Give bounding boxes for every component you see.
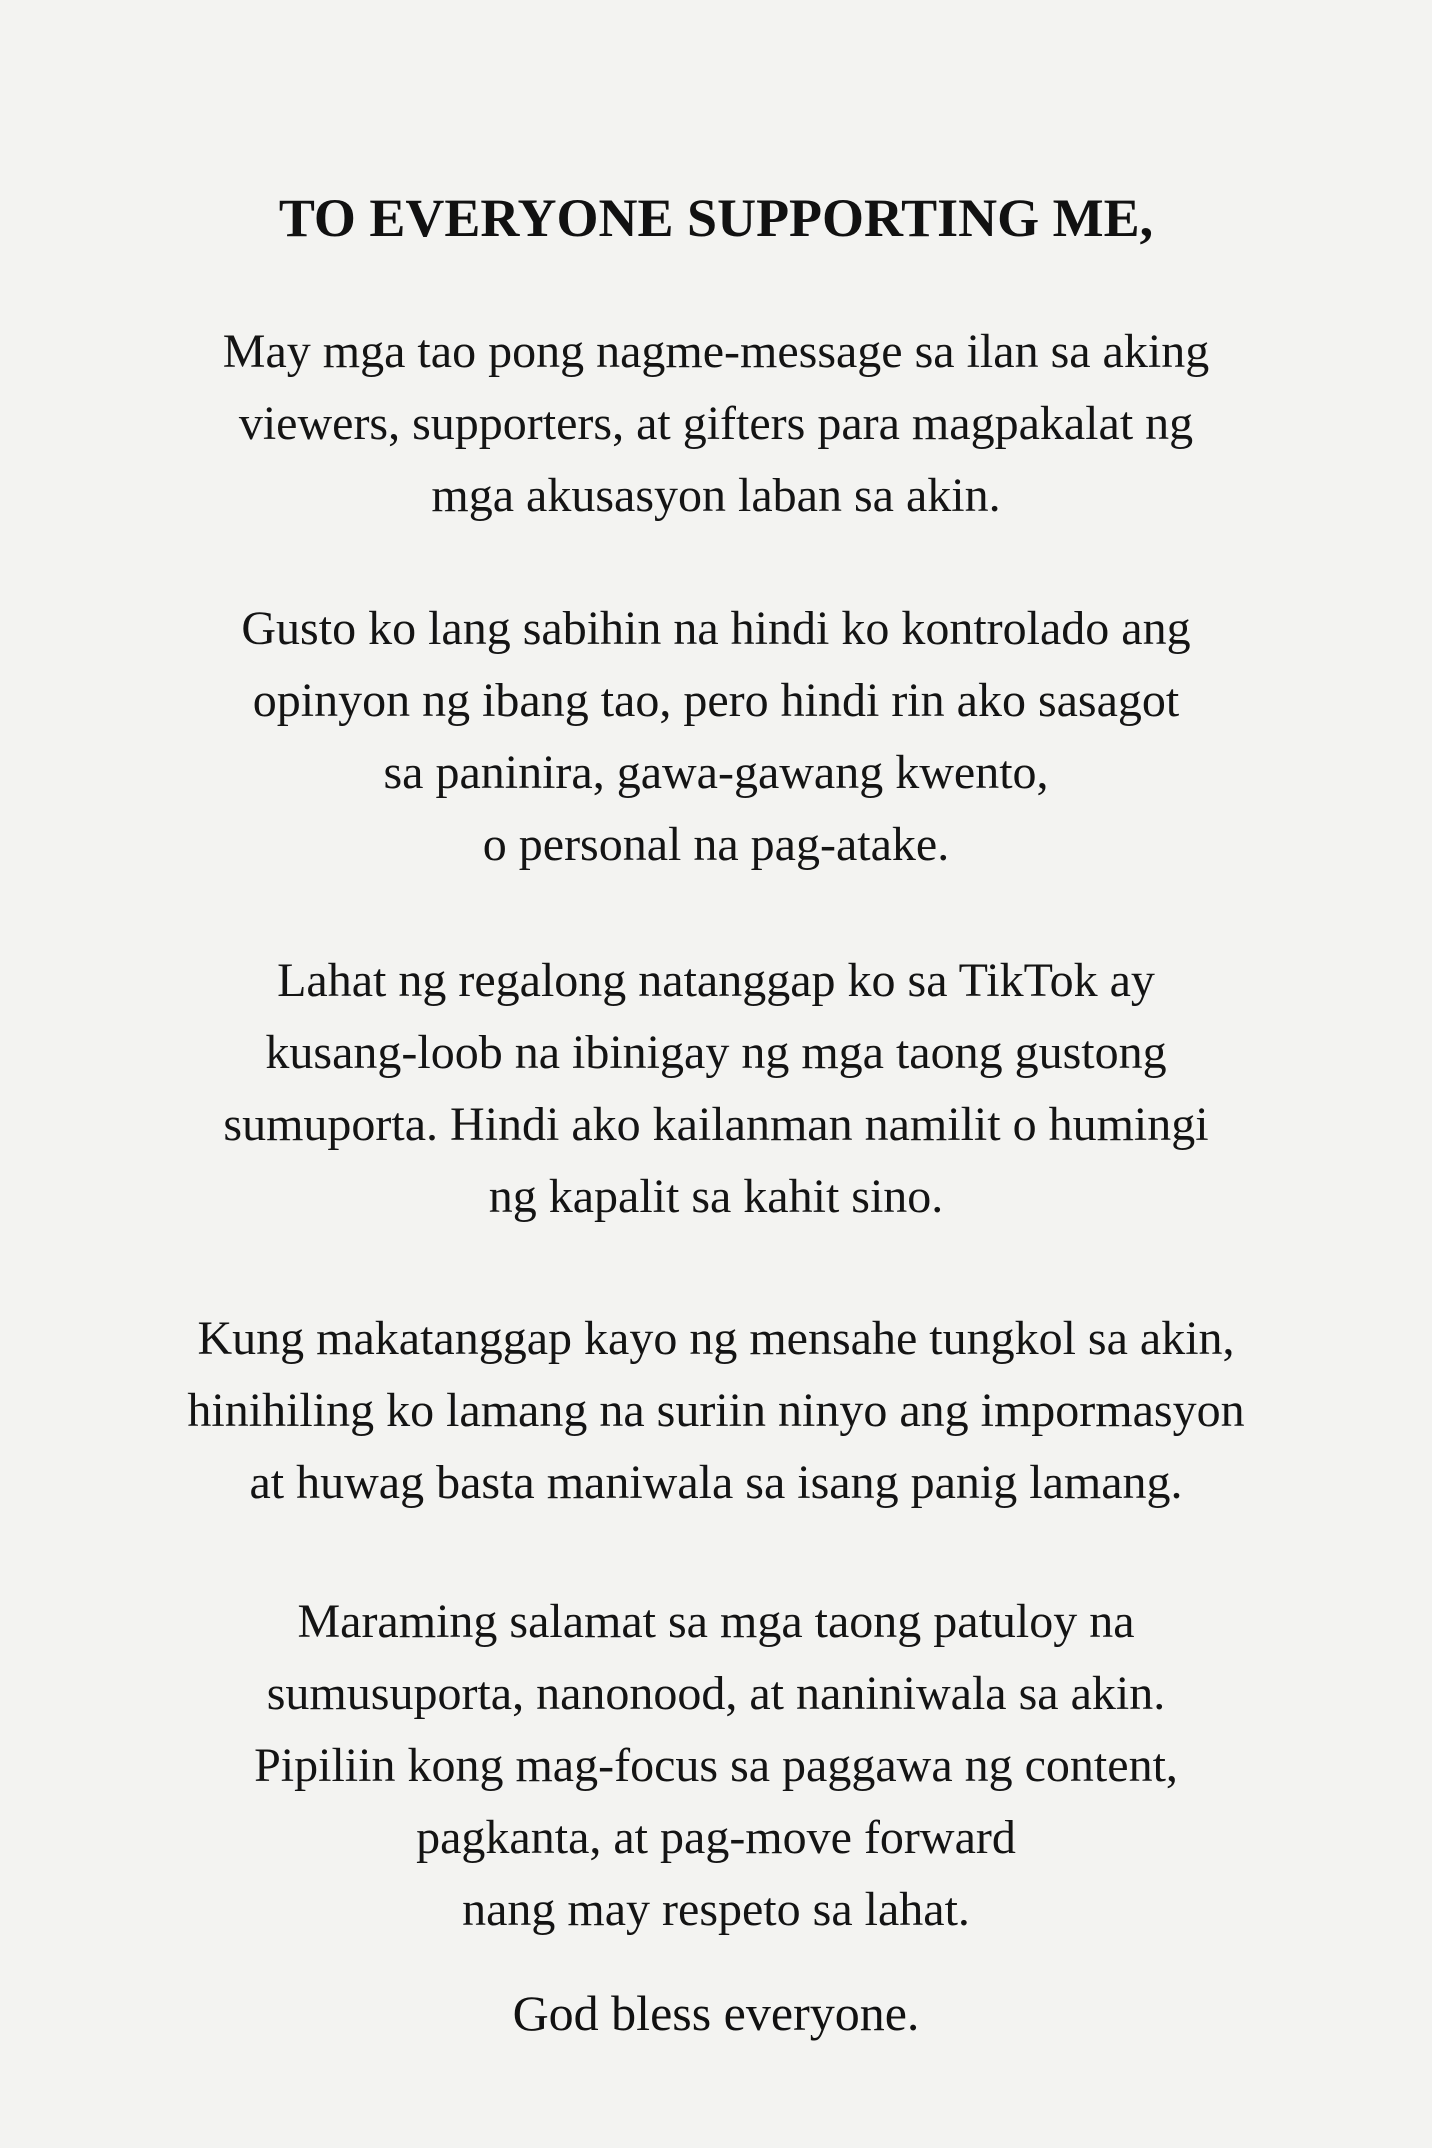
paragraph-5: [160, 1586, 1272, 1946]
paragraph-line: sumuporta. Hindi ako kailanman namilit o humingi: [223, 1098, 1209, 1151]
paragraph-line: ng kapalit sa kahit sino.: [488, 1170, 944, 1223]
closing-line: God bless everyone.: [512, 1985, 920, 2041]
paragraph-line: Lahat ng regalong natanggap ko sa TikTok ay: [277, 954, 1155, 1007]
paragraph-line: viewers, supporters, at gifters para magpakalat ng: [238, 397, 1194, 450]
paragraph-line: May mga tao pong nagme-message sa ilan sa aking: [222, 325, 1210, 378]
paragraph-1: [160, 316, 1272, 532]
paragraph-line: sa paninira, gawa-gawang kwento,: [383, 746, 1049, 799]
paragraph-line: Gusto ko lang sabihin na hindi ko kontrolado ang: [241, 602, 1191, 655]
paragraph-line: hinihiling ko lamang na suriin ninyo ang impormasyon: [187, 1384, 1245, 1437]
paragraph-4: [160, 1303, 1272, 1519]
paragraph-line: Maraming salamat sa mga taong patuloy na: [297, 1595, 1135, 1648]
paragraph-line: kusang-loob na ibinigay ng mga taong gustong: [265, 1026, 1167, 1079]
paragraph-line: Pipiliin kong mag-focus sa paggawa ng content,: [254, 1739, 1178, 1792]
letter-title: TO EVERYONE SUPPORTING ME,: [278, 188, 1154, 248]
paragraph-line: nang may respeto sa lahat.: [462, 1883, 970, 1936]
paragraph-line: opinyon ng ibang tao, pero hindi rin ako sasagot: [252, 674, 1180, 727]
paragraph-line: Kung makatanggap kayo ng mensahe tungkol sa akin,: [197, 1312, 1235, 1365]
paragraph-line: pagkanta, at pag-move forward: [416, 1811, 1016, 1864]
paragraph-2: [160, 593, 1272, 881]
paragraph-3: [160, 945, 1272, 1233]
paragraph-line: at huwag basta maniwala sa isang panig lamang.: [249, 1456, 1183, 1509]
paragraph-line: sumusuporta, nanonood, at naniniwala sa akin.: [266, 1667, 1166, 1720]
paragraph-line: mga akusasyon laban sa akin.: [431, 469, 1001, 522]
paragraph-line: o personal na pag-atake.: [482, 818, 950, 871]
